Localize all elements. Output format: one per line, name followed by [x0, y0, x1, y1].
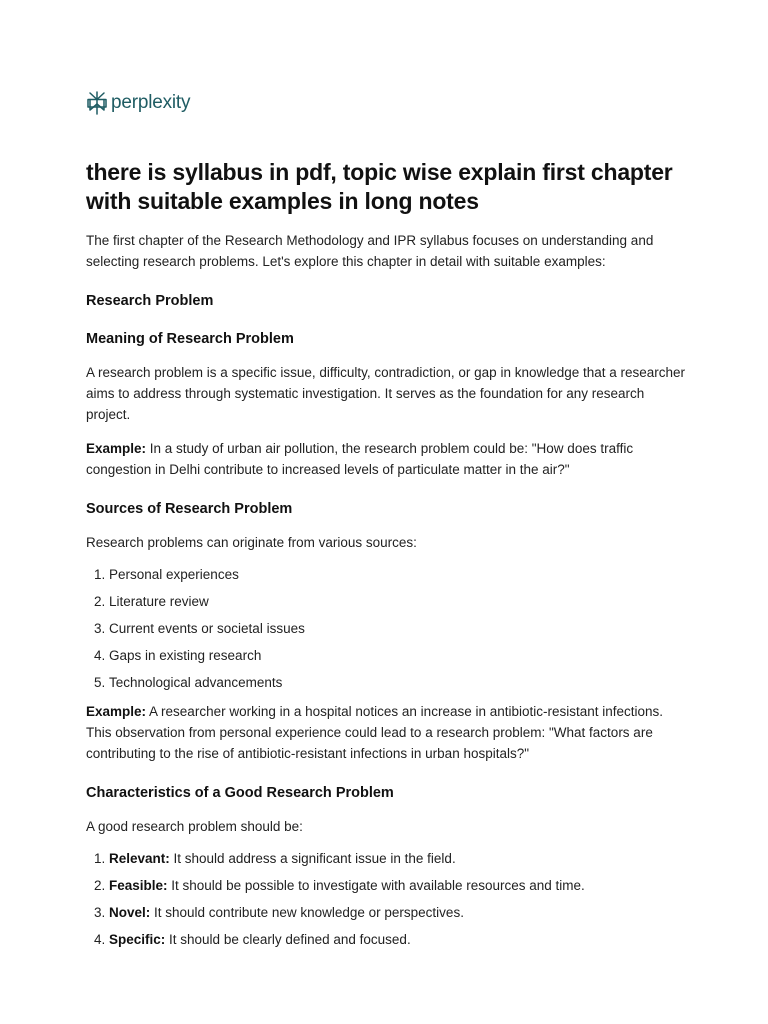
list-item: 1. Personal experiences [109, 566, 686, 584]
characteristics-list [86, 850, 686, 949]
item-desc: It should contribute new knowledge or perspectives. [150, 905, 464, 920]
example-label: Example: [86, 704, 147, 719]
intro-paragraph: The first chapter of the Research Methodology and IPR syllabus focuses on understanding and selecting research problems. Let's explore this chapter in detail with suitable examples: [86, 233, 654, 269]
answer-content [86, 158, 686, 958]
item-term: Feasible: [109, 878, 168, 893]
sources-list [86, 566, 686, 692]
list-item [109, 877, 686, 895]
list-item [109, 850, 686, 868]
item-term: Specific: [109, 932, 166, 947]
perplexity-logo-icon [86, 90, 108, 116]
sources-example [86, 701, 686, 764]
item-desc: It should address a significant issue in the field. [169, 851, 456, 866]
characteristics-heading: Characteristics of a Good Research Problem [86, 785, 394, 801]
list-item: 5. Technological advancements [109, 674, 686, 692]
sources-heading: Sources of Research Problem [86, 501, 293, 517]
list-item: 2. Literature review [109, 593, 686, 611]
example-text: A researcher working in a hospital notices an increase in antibiotic-resistant infections. This observation from personal experience could lead to a research problem: "What factors are contributing to the rise of antibiotic-resistant infections in urban hospitals?" [86, 704, 664, 761]
list-item: 4. Gaps in existing research [109, 647, 686, 665]
meaning-paragraph: A research problem is a specific issue, difficulty, contradiction, or gap in knowledge that a researcher aims to address through systematic investigation. It serves as the foundation for any research project. [86, 365, 686, 422]
example-text: In a study of urban air pollution, the research problem could be: "How does traffic congestion in Delhi contribute to increased levels of particulate matter in the air?" [86, 441, 634, 477]
example-label: Example: [86, 441, 147, 456]
list-item: 3. Current events or societal issues [109, 620, 686, 638]
list-item [109, 931, 686, 949]
perplexity-logo [86, 90, 190, 116]
item-term: Relevant: [109, 851, 170, 866]
item-desc: It should be possible to investigate with available resources and time. [167, 878, 585, 893]
page-title: there is syllabus in pdf, topic wise explain first chapter with suitable examples in long notes [86, 159, 673, 214]
meaning-example [86, 438, 686, 480]
brand-name: perplexity [111, 92, 191, 113]
sources-intro: Research problems can originate from various sources: [86, 535, 417, 550]
section-heading: Research Problem [86, 293, 214, 309]
item-desc: It should be clearly defined and focused. [165, 932, 411, 947]
list-item [109, 904, 686, 922]
item-term: Novel: [109, 905, 151, 920]
characteristics-intro: A good research problem should be: [86, 819, 303, 834]
meaning-heading: Meaning of Research Problem [86, 331, 294, 347]
